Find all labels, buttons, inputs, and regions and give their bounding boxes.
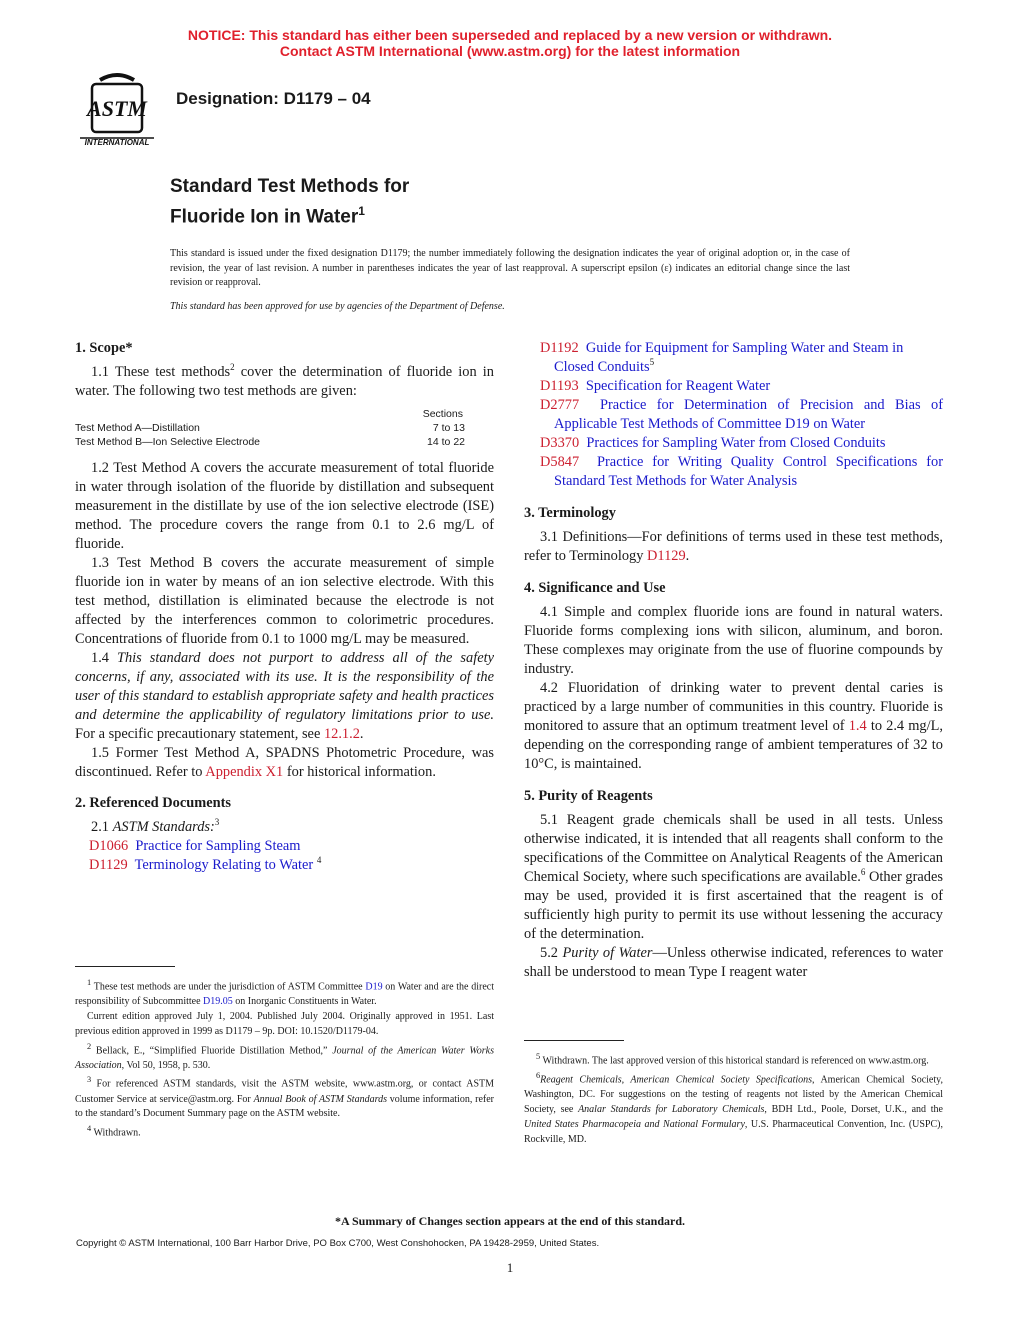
- footnote-2: $^2$ Bellack, E., “Simplified Fluoride Distillation Method,” Journal of the American Water Works Association, Vol 50, 1958, p. 530.: [75, 1041, 494, 1071]
- designation: Designation: D1179 – 04: [176, 89, 371, 108]
- ref-code[interactable]: D1129: [89, 857, 128, 873]
- ref-footnote-mark: 4: [316, 855, 322, 866]
- para-1-4: 1.4 This standard does not purport to address all of the safety concerns, if any, associated with its use. It is the responsibility of the user of this standard to establish appropriate safety and health practices and determine the applicability of regulatory limitations prior to use. For a specific precautionary statement, see 12.1.2.: [75, 650, 494, 742]
- para-1-1: 1.1 These test methods$^2$ cover the determination of fluoride ion in water. The following two test methods are given:: [75, 362, 494, 399]
- ref-title[interactable]: Terminology Relating to Water: [134, 857, 314, 873]
- footnotes-left: [75, 976, 494, 1141]
- title-line-2: [170, 199, 409, 229]
- para-5-2: 5.2 Purity of Water—Unless otherwise indicated, references to water shall be understood to mean Type I reagent water: [524, 945, 943, 980]
- sections-table: [75, 407, 465, 449]
- para-1-5: 1.5 Former Test Method A, SPADNS Photometric Procedure, was discontinued. Refer to Appendix X1 for historical information.: [75, 745, 494, 780]
- ref-code[interactable]: D2777: [540, 397, 580, 413]
- ref-code[interactable]: D5847: [540, 454, 580, 470]
- ref-item[interactable]: [75, 856, 494, 875]
- notice-line-2: Contact ASTM International (www.astm.org) for the latest information: [279, 43, 741, 59]
- para-4-1: 4.1 Simple and complex fluoride ions are found in natural waters. Fluoride forms complexing ions with silicon, aluminum, and boron. These complexes may originate from the use of fluorine compounds by industry.: [524, 604, 943, 677]
- footnote-1: $^1$ These test methods are under the jurisdiction of ASTM Committee D19 on Water and are the direct responsibility of Subcommittee D19.05 on Inorganic Constituents in Water.: [75, 978, 494, 1008]
- section-4-heading: 4. Significance and Use: [524, 580, 666, 596]
- ref-item[interactable]: [524, 453, 943, 491]
- ref-title[interactable]: Specification for Reagent Water: [585, 378, 771, 394]
- table-cell-sections: 14 to 22: [427, 436, 465, 448]
- dod-approval-note: This standard has been approved for use by agencies of the Department of Defense.: [170, 301, 505, 312]
- para-2-1: 2.1 ASTM Standards:$^3$: [91, 817, 220, 835]
- left-column: [75, 339, 494, 875]
- link-d1129[interactable]: D1129: [647, 548, 686, 564]
- right-column: [524, 339, 943, 982]
- astm-logo-icon: [78, 72, 156, 152]
- ref-title[interactable]: Practice for Writing Quality Control Specifications for Standard Test Methods for Water Analysis: [554, 454, 943, 489]
- astm-logo: [78, 72, 156, 152]
- document-title: [170, 174, 409, 229]
- page-number: 1: [506, 1260, 514, 1275]
- para-4-2: 4.2 Fluoridation of drinking water to prevent dental caries is practiced by a large number of communities in this country. Fluoride is monitored to assure that an optimum treatment level of 1.4 to 2.4 mg/L, depending on the corresponding range of ambient temperatures of 32 to 10°C, is maintained.: [524, 680, 944, 772]
- footnote-3: $^3$ For referenced ASTM standards, visit the ASTM website, www.astm.org, or contact ASTM Customer Service at service@astm.org. For Annual Book of ASTM Standards volume information, refer to the standard’s Document Summary page on the ASTM website.: [75, 1075, 494, 1120]
- para-5-1: 5.1 Reagent grade chemicals shall be used in all tests. Unless otherwise indicated, it is intended that all reagents shall conform to the specifications of the Committee on Analytical Reagents of the American Chemical Society, where such specifications are available.$^6$ Other grades may be used, provided it is first ascertained that the reagent is of sufficiently high purity to permit its use without lessening the accuracy of the determination.: [524, 812, 943, 942]
- link-d19[interactable]: D19: [365, 981, 383, 993]
- title-footnote-mark: 1: [358, 204, 365, 218]
- ref-code[interactable]: D1192: [540, 340, 579, 356]
- footnote-rule-right: [524, 1040, 624, 1041]
- ref-title[interactable]: Guide for Equipment for Sampling Water and Steam in Closed Conduits: [554, 340, 904, 375]
- ref-item[interactable]: [524, 339, 943, 377]
- section-3-heading: 3. Terminology: [524, 505, 616, 521]
- logo-text: ASTM: [87, 96, 147, 121]
- footnote-rule-left: [75, 966, 175, 967]
- table-cell-name: Test Method A—Distillation: [75, 422, 200, 434]
- notice-line-1: NOTICE: This standard has either been superseded and replaced by a new version or withdrawn.: [187, 27, 833, 43]
- logo-sub: INTERNATIONAL: [84, 138, 150, 147]
- link-12-1-2[interactable]: 12.1.2: [323, 726, 360, 742]
- ref-item[interactable]: [524, 377, 943, 396]
- title-line-1: Standard Test Methods for: [170, 176, 410, 197]
- title-text: Fluoride Ion in Water: [170, 206, 359, 228]
- ref-title[interactable]: Practices for Sampling Water from Closed Conduits: [586, 435, 886, 451]
- footnote-1-edition: Current edition approved July 1, 2004. Published July 2004. Originally approved in 1951. Last previous edition approved in 1999 as D1179 – 9p. DOI: 10.1520/D1179-04.: [75, 1010, 494, 1037]
- copyright: Copyright © ASTM International, 100 Barr Harbor Drive, PO Box C700, West Conshohocken, PA 19428-2959, United States.: [76, 1238, 600, 1249]
- link-1-4[interactable]: 1.4: [848, 718, 867, 734]
- table-row: [75, 421, 465, 435]
- summary-of-changes-note: *A Summary of Changes section appears at the end of this standard.: [334, 1214, 686, 1228]
- table-cell-name: Test Method B—Ion Selective Electrode: [75, 436, 261, 448]
- ref-item[interactable]: [524, 396, 943, 434]
- para-1-2: 1.2 Test Method A covers the accurate measurement of total fluoride in water through isolation of the fluoride by distillation and subsequent measurement in the distillate by use of the ion selective electrode (ISE) method. The procedure covers the range from 0.1 to 2.6 mg/L of fluoride.: [75, 460, 494, 552]
- footnote-6: $^6$Reagent Chemicals, American Chemical Society Specifications, American Chemical Society, Washington, DC. For suggestions on the testing of reagents not listed by the American Chemical Society, see Analar Standards for Laboratory Chemicals, BDH Ltd., Poole, Dorset, U.K., and the United States Pharmacopeia and National Formulary, U.S. Pharmaceutical Convention, Inc. (USPC), Rockville, MD.: [524, 1071, 943, 1145]
- footnote-5: $^5$ Withdrawn. The last approved version of this historical standard is referenced on www.astm.org.: [536, 1052, 929, 1067]
- section-1-heading: 1. Scope*: [75, 340, 133, 356]
- para-3-1: 3.1 Definitions—For definitions of terms used in these test methods, refer to Terminology D1129.: [524, 529, 943, 564]
- ref-code[interactable]: D1066: [89, 838, 129, 854]
- link-appendix-x1[interactable]: Appendix X1: [205, 764, 284, 780]
- ref-code[interactable]: D3370: [540, 435, 580, 451]
- link-d19-05[interactable]: D19.05: [203, 996, 233, 1008]
- table-header-sections: Sections: [422, 408, 463, 420]
- ref-item[interactable]: [524, 434, 943, 453]
- ref-footnote-mark: 5: [649, 357, 655, 368]
- table-cell-sections: 7 to 13: [432, 422, 465, 434]
- ref-title[interactable]: Practice for Determination of Precision and Bias of Applicable Test Methods of Committee D19 on Water: [554, 397, 943, 432]
- ref-title[interactable]: Practice for Sampling Steam: [135, 838, 301, 854]
- section-5-heading: 5. Purity of Reagents: [524, 788, 653, 804]
- para-1-3: 1.3 Test Method B covers the accurate measurement of simple fluoride ion in water by means of an ion selective electrode. With this test method, distillation is eliminated because the electrode is not affected by the interferences common to colorimetric procedures. Concentrations of fluoride from 0.1 to 1000 mg/L may be measured.: [75, 555, 494, 647]
- ref-code[interactable]: D1193: [540, 378, 579, 394]
- section-2-heading: 2. Referenced Documents: [75, 795, 231, 811]
- footnote-4: $^4$ Withdrawn.: [87, 1124, 141, 1139]
- ref-item[interactable]: [75, 837, 494, 856]
- table-row: [75, 435, 465, 449]
- footnotes-right: [524, 1050, 943, 1147]
- intro-paragraph: This standard is issued under the fixed designation D1179; the number immediately following the designation indicates the year of original adoption or, in the case of revision, the year of last revision. A number in parentheses indicates the year of last reapproval. A superscript epsilon (ε) indicates an editorial change since the last revision or reapproval.: [170, 248, 850, 288]
